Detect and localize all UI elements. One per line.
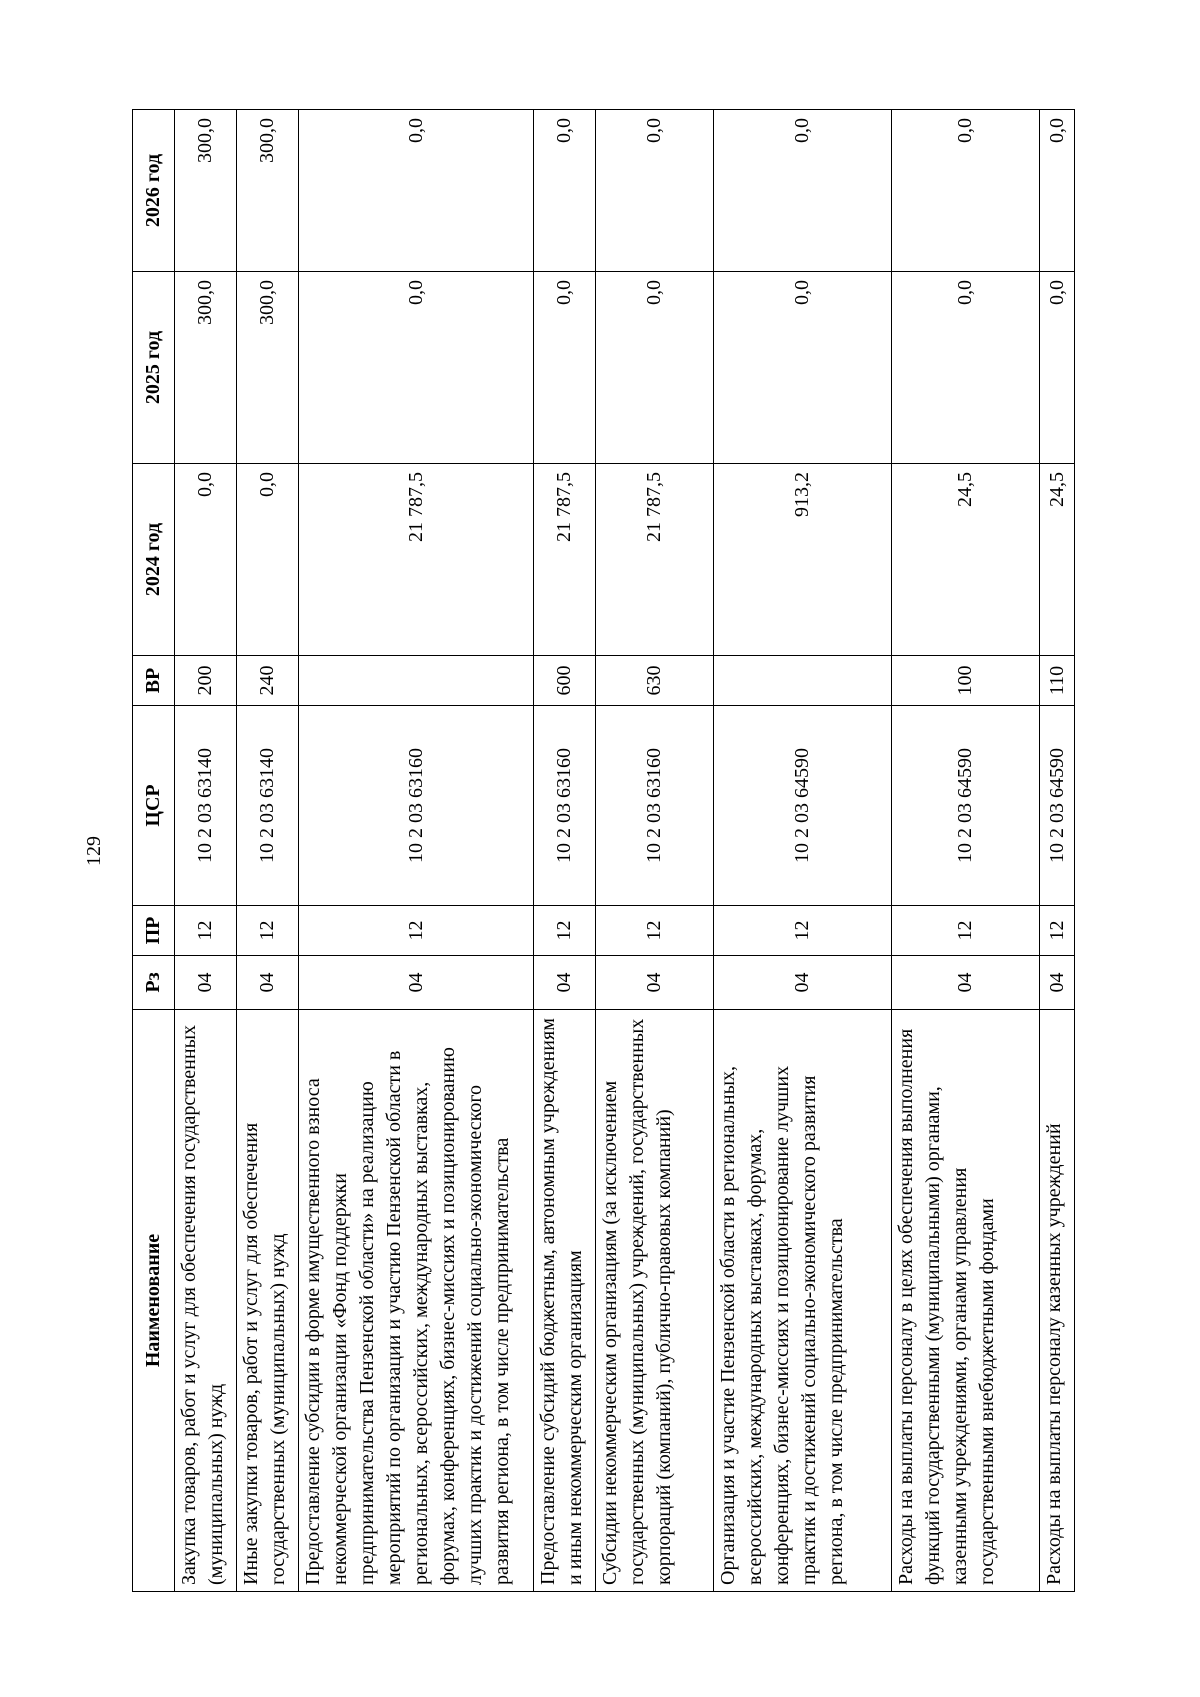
row-rz: 04 (175, 956, 237, 1010)
row-vr: 100 (892, 656, 1040, 706)
row-2024: 21 787,5 (299, 464, 534, 656)
row-rz: 04 (596, 956, 714, 1010)
header-2025: 2025 год (133, 272, 175, 464)
row-vr (714, 656, 892, 706)
row-vr: 200 (175, 656, 237, 706)
row-vr: 110 (1040, 656, 1075, 706)
row-pr: 12 (714, 906, 892, 956)
row-csr: 10 2 03 64590 (1040, 706, 1075, 906)
table-header-row (133, 110, 175, 1592)
row-2024: 21 787,5 (534, 464, 596, 656)
row-name: Субсидии некоммерческим организациям (за исключением государственных (муниципальных) учреждений, государственных корпораций (компаний), публично-правовых компаний) (596, 1010, 714, 1592)
row-name: Организация и участие Пензенской области в региональных, всероссийских, международных выставках, форумах, конференциях, бизнес-миссиях и позиционирование лучших практик и достижений социально-экономического развития региона, в том числе предпринимательства (714, 1010, 892, 1592)
row-pr: 12 (1040, 906, 1075, 956)
row-2026: 0,0 (299, 110, 534, 272)
row-pr: 12 (175, 906, 237, 956)
row-2025: 0,0 (596, 272, 714, 464)
row-2026: 0,0 (1040, 110, 1075, 272)
row-2026: 0,0 (714, 110, 892, 272)
row-csr: 10 2 03 64590 (892, 706, 1040, 906)
row-csr: 10 2 03 63160 (596, 706, 714, 906)
header-2026: 2026 год (133, 110, 175, 272)
row-vr: 240 (237, 656, 299, 706)
row-2025: 0,0 (714, 272, 892, 464)
header-pr: ПР (133, 906, 175, 956)
row-pr: 12 (299, 906, 534, 956)
row-name: Закупка товаров, работ и услуг для обеспечения государственных (муниципальных) нужд (175, 1010, 237, 1592)
row-2025: 0,0 (892, 272, 1040, 464)
row-2024: 913,2 (714, 464, 892, 656)
row-2026: 0,0 (892, 110, 1040, 272)
row-vr: 600 (534, 656, 596, 706)
row-csr: 10 2 03 63160 (534, 706, 596, 906)
row-csr: 10 2 03 63140 (237, 706, 299, 906)
row-2024: 21 787,5 (596, 464, 714, 656)
row-vr (299, 656, 534, 706)
row-csr: 10 2 03 63160 (299, 706, 534, 906)
row-2024: 24,5 (1040, 464, 1075, 656)
header-csr: ЦСР (133, 706, 175, 906)
header-rz: Рз (133, 956, 175, 1010)
row-2026: 300,0 (237, 110, 299, 272)
row-name: Расходы на выплаты персоналу казенных учреждений (1040, 1010, 1075, 1592)
row-2025: 300,0 (175, 272, 237, 464)
table-row (596, 110, 714, 1592)
row-pr: 12 (596, 906, 714, 956)
row-rz: 04 (714, 956, 892, 1010)
row-rz: 04 (299, 956, 534, 1010)
row-2026: 0,0 (534, 110, 596, 272)
budget-table (132, 109, 1075, 1592)
row-2025: 0,0 (1040, 272, 1075, 464)
table-row (299, 110, 534, 1592)
row-name: Предоставление субсидий бюджетным, автономным учреждениям и иным некоммерческим организациям (534, 1010, 596, 1592)
row-2024: 24,5 (892, 464, 1040, 656)
row-rz: 04 (1040, 956, 1075, 1010)
row-csr: 10 2 03 63140 (175, 706, 237, 906)
row-pr: 12 (892, 906, 1040, 956)
row-rz: 04 (892, 956, 1040, 1010)
row-vr: 630 (596, 656, 714, 706)
page-number: 129 (83, 836, 105, 866)
row-rz: 04 (237, 956, 299, 1010)
row-name: Иные закупки товаров, работ и услуг для обеспечения государственных (муниципальных) нужд (237, 1010, 299, 1592)
rotated-table-container (132, 110, 1068, 1592)
table-row (714, 110, 892, 1592)
row-pr: 12 (237, 906, 299, 956)
row-csr: 10 2 03 64590 (714, 706, 892, 906)
row-rz: 04 (534, 956, 596, 1010)
row-2026: 300,0 (175, 110, 237, 272)
table-row (175, 110, 237, 1592)
row-name: Предоставление субсидии в форме имущественного взноса некоммерческой организации «Фонд поддержки предпринимательства Пензенской области» на реализацию мероприятий по организации и участию Пензенской области в региональных, всероссийских, международных выставках, форумах, конференциях, бизнес-миссиях и позиционированию лучших практик и достижений социально-экономического развития региона, в том числе предпринимательства (299, 1010, 534, 1592)
table-row (237, 110, 299, 1592)
row-name: Расходы на выплаты персоналу в целях обеспечения выполнения функций государственными (муниципальными) органами, казенными учреждениями, органами управления государственными внебюджетными фондами (892, 1010, 1040, 1592)
header-2024: 2024 год (133, 464, 175, 656)
table-row (892, 110, 1040, 1592)
row-2026: 0,0 (596, 110, 714, 272)
table-row (534, 110, 596, 1592)
header-name: Наименование (133, 1010, 175, 1592)
row-pr: 12 (534, 906, 596, 956)
row-2025: 0,0 (299, 272, 534, 464)
header-vr: ВР (133, 656, 175, 706)
row-2024: 0,0 (175, 464, 237, 656)
table-row (1040, 110, 1075, 1592)
row-2024: 0,0 (237, 464, 299, 656)
row-2025: 300,0 (237, 272, 299, 464)
row-2025: 0,0 (534, 272, 596, 464)
